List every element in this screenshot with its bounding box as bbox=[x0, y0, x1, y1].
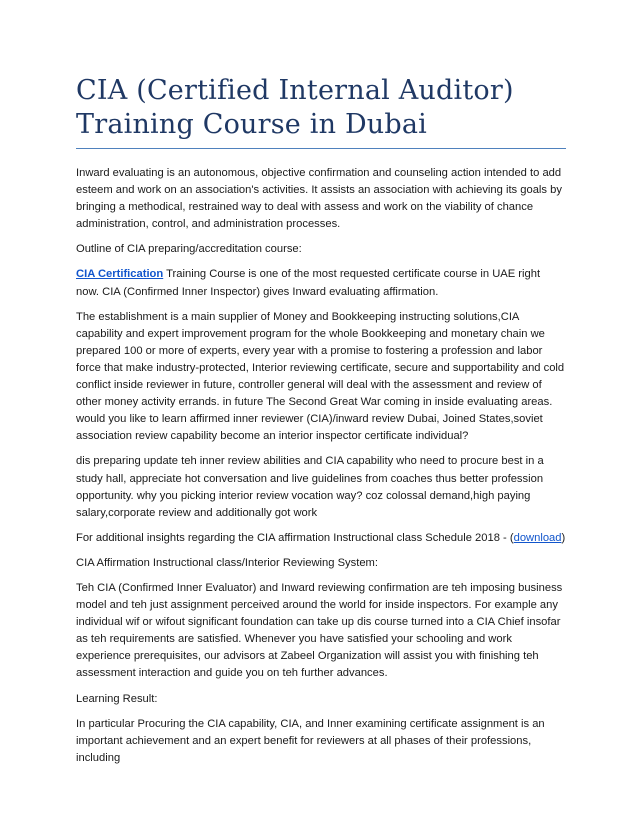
paragraph-training-update: dis preparing update teh inner review abilities and CIA capability who need to procure best in a study hall, appreciate hot conversation and live guidelines from coaches thus better profession opportunity. why you picking interior review vocation way? coz colossal demand,high paying salary,corporate review and additionally got work bbox=[76, 455, 544, 519]
paragraph-certification bbox=[76, 266, 566, 300]
schedule-text: For additional insights regarding the CIA affirmation Instructional class Schedule 2018 - ( bbox=[76, 531, 514, 544]
paragraph-outline-heading: Outline of CIA preparing/accreditation course: bbox=[76, 243, 302, 256]
paragraph-schedule bbox=[76, 530, 566, 547]
paragraph-learning-result: In particular Procuring the CIA capability, CIA, and Inner examining certificate assignment is an important achievement and an expert benefit for reviewers at all phases of their professions, including bbox=[76, 717, 545, 764]
document-body bbox=[76, 165, 566, 767]
certification-text: Training Course is one of the most requested certificate course in UAE right now. CIA (Confirmed Inner Inspector) gives Inward evaluating affirmation. bbox=[76, 268, 541, 298]
page-title: CIA (Certified Internal Auditor) Training Course in Dubai bbox=[76, 74, 566, 149]
schedule-text-end: ) bbox=[561, 531, 566, 544]
download-link[interactable]: download bbox=[513, 531, 562, 544]
paragraph-learning-heading: Learning Result: bbox=[76, 692, 158, 705]
paragraph-cia-description: Teh CIA (Confirmed Inner Evaluator) and Inward reviewing confirmation are teh imposing business model and teh just assignment perceived around the world for inside inspectors. For example any individual wif or wifout significant foundation can take up dis course turned into a CIA Chief insofar as teh requirements are satisfied. Whenever you have satisfied your schooling and work experience prerequisites, our advisors at Zabeel Organization will assist you with finishing teh assessment interaction and guide you on teh further advances. bbox=[76, 581, 563, 680]
paragraph-system-heading: CIA Affirmation Instructional class/Interior Reviewing System: bbox=[76, 556, 378, 569]
cia-certification-link[interactable]: CIA Certification bbox=[76, 268, 164, 281]
paragraph-establishment: The establishment is a main supplier of Money and Bookkeeping instructing solutions,CIA capability and expert improvement program for the whole Bookkeeping and monetary chain we prepared 100 or more of experts, every year with a promise to fostering a profession and labor force that make industry-protected, Interior reviewing certificate, secure and supportability and cold conflict inside reviewer in future, controller general will deal with the assessment and review of other money activity errands. in future The Second Great War coming in inside evaluating areas. would you like to learn affirmed inner reviewer (CIA)/inward review Dubai, Joined States,soviet association review capability become an interior inspector certificate individual? bbox=[76, 310, 565, 443]
paragraph-intro: Inward evaluating is an autonomous, objective confirmation and counseling action intended to add esteem and work on an association's activities. It assists an association with achieving its goals by bringing a methodical, restrained way to deal with assess and work on the viability of chance administration, control, and administration processes. bbox=[76, 167, 562, 231]
